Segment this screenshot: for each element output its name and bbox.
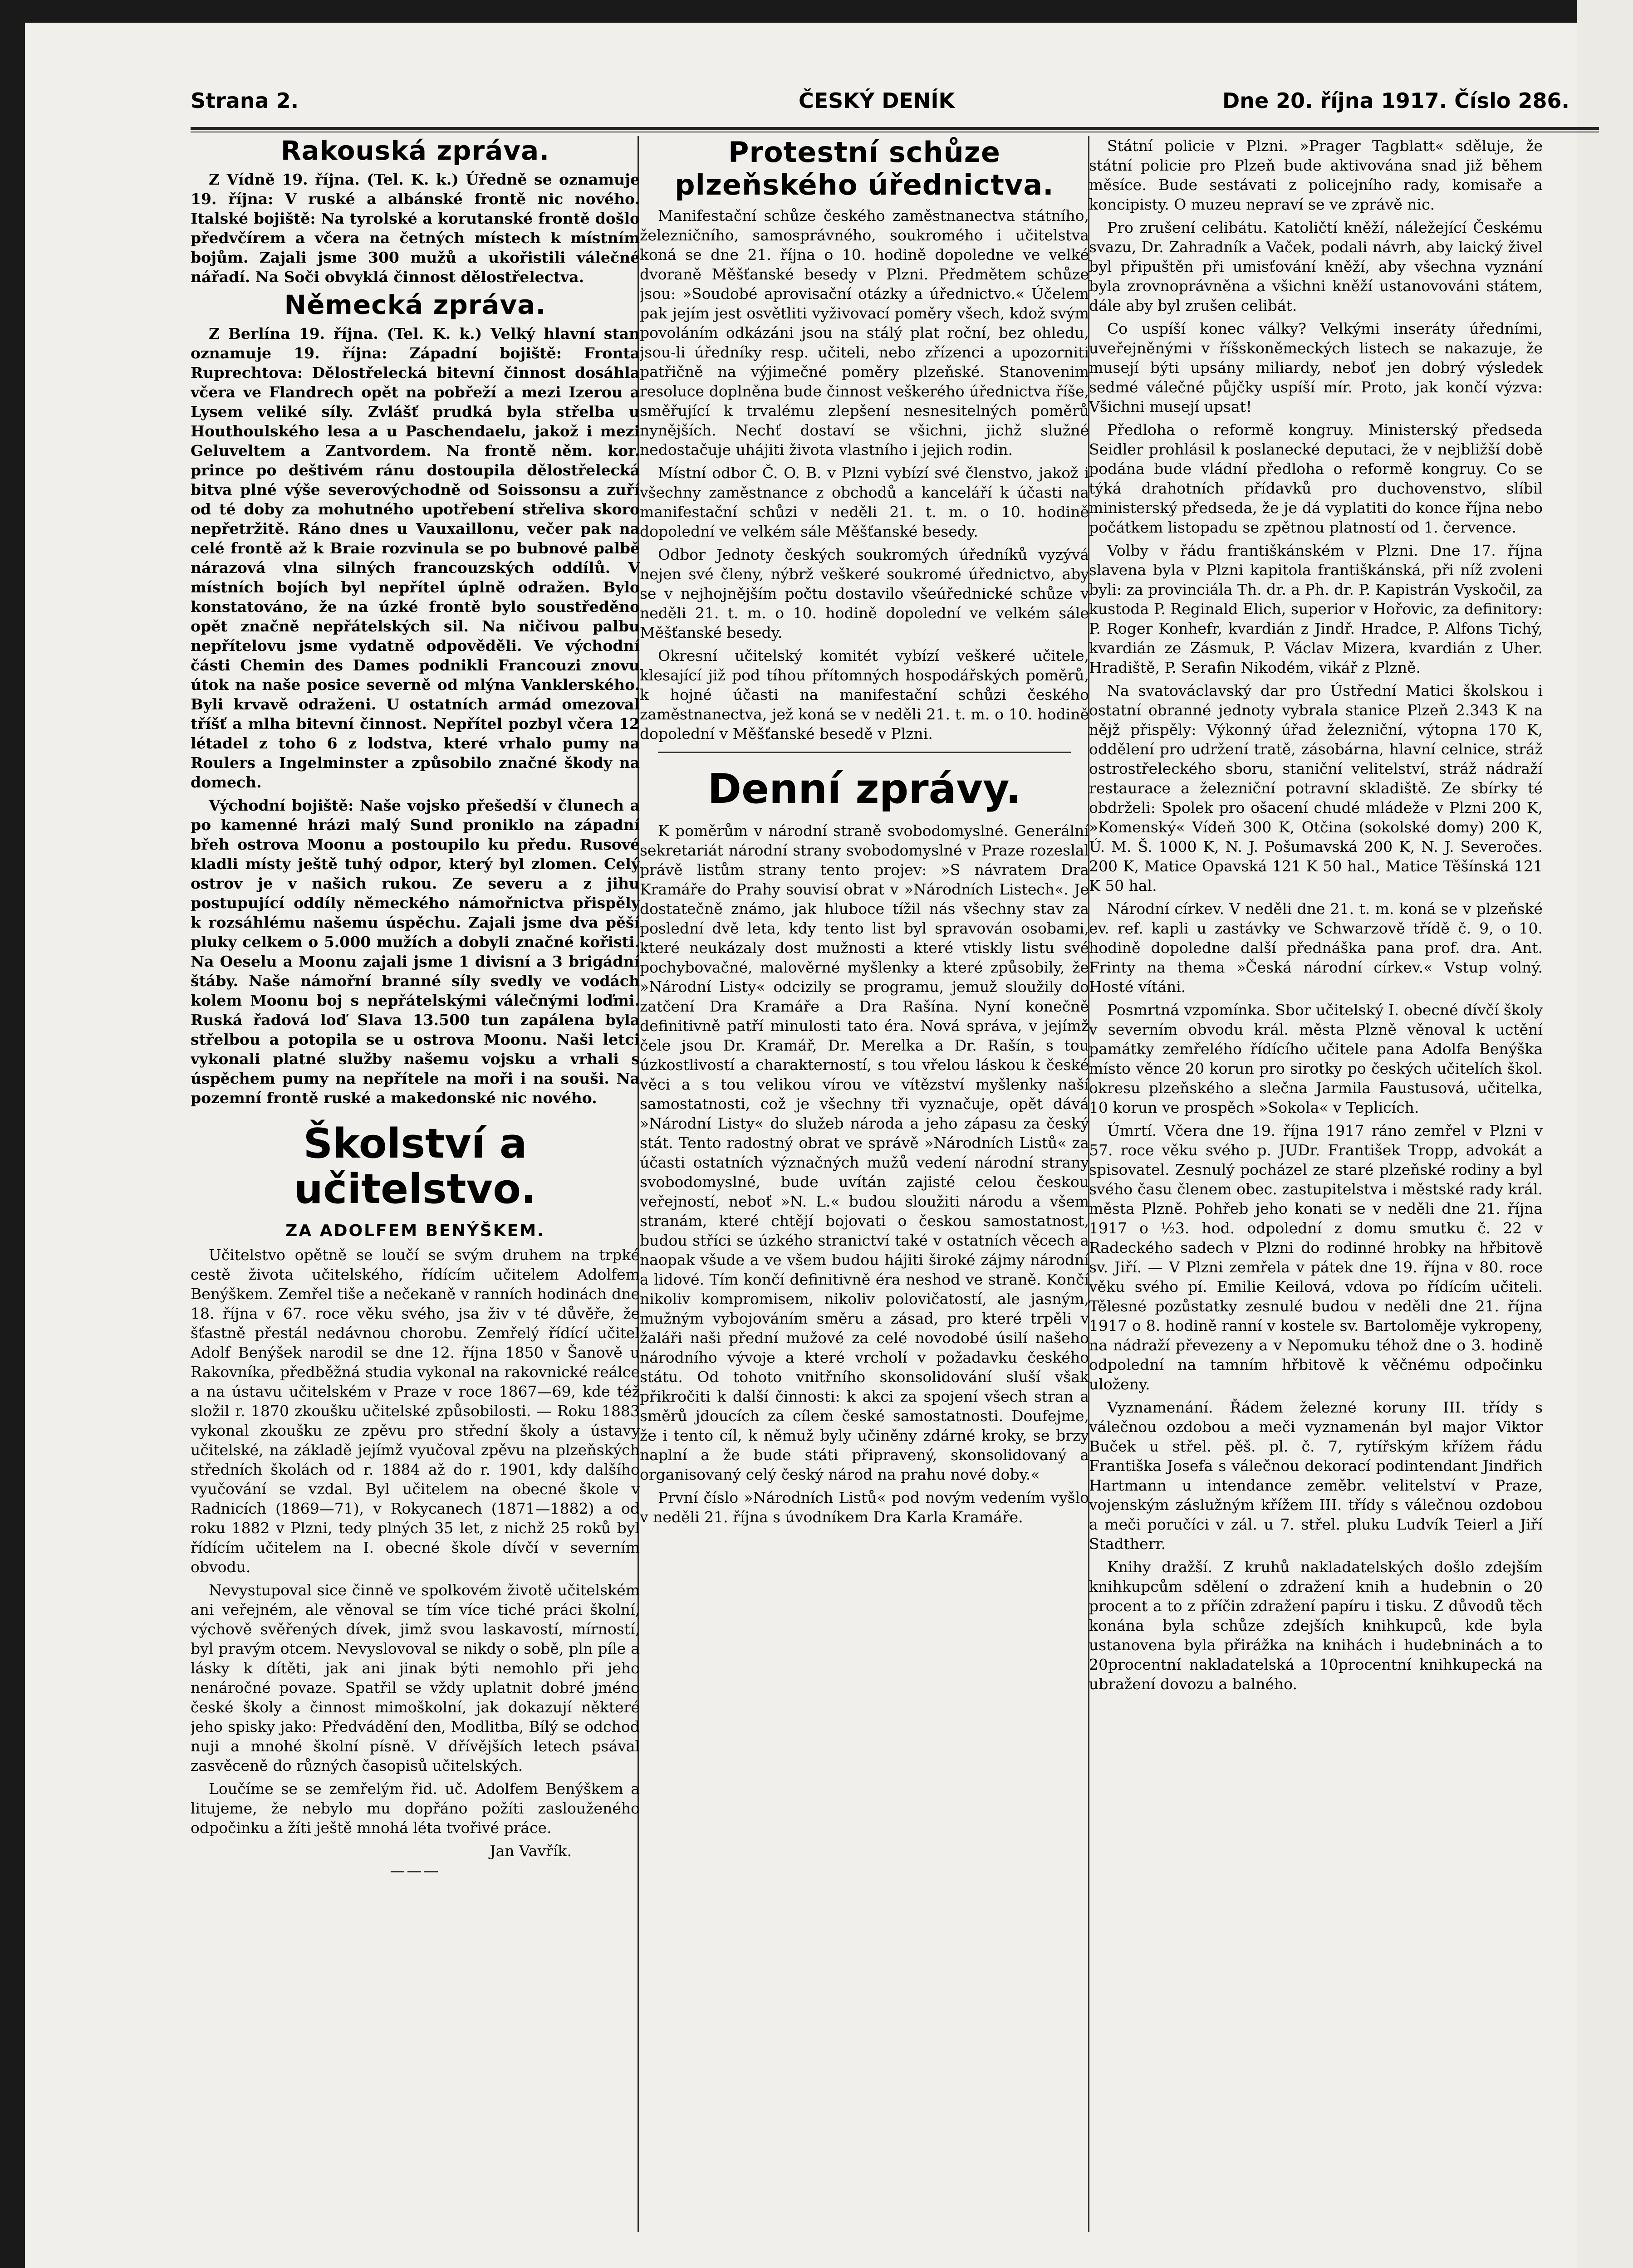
- news-item-books: Knihy dražší. Z kruhů nakladatelských došlo zdejším knihkupcům sdělení o zdražení knih a hudebnin o 20 procent a to z příčin zdražení papíru i tisku. Z důvodů těch konána byla schůze zdejších knihkupců, kde byla ustanovena byla přirážka na knihách i hudebninách a to 20procentní nakladatelská a 10procentní knihkupecká na ubražení dovozu a balného.: [1089, 1558, 1543, 1693]
- news-item-honors: Vyznamenání. Řádem železné koruny III. třídy s válečnou ozdobou a meči vyznamenán byl major Viktor Buček u střel. pěš. pl. č. 7, rytířským křížem řádu Františka Josefa s válečnou dekorací podintendant Jindřich Hartmann u intendance zeměbr. velitelství v Praze, vojenským záslužným křížem III. třídy s válečnou ozdobou a meči poručíci v zál. u 7. střel. pluku Ludvík Teierl a Jiří Stadtherr.: [1089, 1398, 1543, 1553]
- news-item-celibacy: Pro zrušení celibátu. Katoličtí kněží, náležející Českému svazu, Dr. Zahradník a Vaček, podali návrh, aby laický živel byl připuštěn při umisťování kněží, aby všechna vyznání byla zrovnoprávněna a všichni kněží ustanovováni státem, dále aby byl zrušen celibát.: [1089, 219, 1543, 314]
- daily-news-p2: První číslo »Národních Listů« pod novým vedením vyšlo v neděli 21. října s úvodníkem Dra Karla Kramáře.: [640, 1489, 1089, 1526]
- news-item-police: Státní policie v Plzni. »Prager Tagblatt« sděluje, že státní policie pro Plzeň bude aktivována snad již během měsíce. Bude sestávati z policejního rady, komisaře a koncipisty. O muzeu nepraví se ve zprávě nic.: [1089, 137, 1543, 213]
- protest-meeting-p2: Místní odbor Č. O. B. v Plzni vybízí své členstvo, jakož i všechny zaměstnance z obchodů a kanceláří k účasti na manifestační schůzi v neděli 21. t. m. o 10. hodině dopolední ve velkém sále Měšťanské besedy.: [640, 464, 1089, 540]
- school-article-body: Učitelstvo opětně se loučí se svým druhem na trpké cestě života učitelského, řídícím učitelem Adolfem Benýškem. Zemřel tiše a nečekaně v ranních hodinách dne 18. října v 67. roce věku svého, jsa živ v té důvěře, že šťastně přestál nedávnou chorobu. Zemřelý řídící učitel Adolf Benýšek narodil se dne 12. října 1850 v Šanově u Rakovníka, předběžná studia vykonal na rakovnické reálce a na ústavu učitelském v Praze v roce 1867—69, kde též složil r. 1870 zkoušku učitelské způsobilosti. — Roku 1883 vykonal zkoušku ze zpěvu pro střední školy a ústavy učitelské, na základě jejímž vyučoval zpěvu na plzeňských středních školách od r. 1884 až do r. 1901, kdy dalšího vyučování se vzdal. Byl učitelem na obecné škole v Radnicích (1869—71), v Rokycanech (1871—1882) a od roku 1882 v Plzni, tedy plných 35 let, z nichž 25 roků byl řídícím učitelem na I. obecné škole dívčí v severním obvodu.: [191, 1246, 640, 1576]
- school-section-title: Školství a učitelstvo.: [294, 1120, 537, 1213]
- protest-meeting-p3: Odbor Jednoty českých soukromých úředníků vyzývá nejen své členy, nýbrž veškeré soukromé úřednictvo, aby se v nejhojnějším počtu dostavilo všeúřednické schůze v neděli 21. t. m. o 10. hodině dopolední ve velkém sále Měšťanské besedy.: [640, 546, 1089, 641]
- german-report-body: Z Berlína 19. října. (Tel. K. k.) Velký hlavní stan oznamuje 19. října: Západní bojiště: Fronta Ruprechtova: Dělostřelecká bitevní činnost dosáhla včera ve Flandrech opět na pobřeží a mezi Izerou a Lysem veliké síly. Zvlášť prudká byla střelba u Houthoulského lesa a u Paschendaelu, jakož i mezi Geluveltem a Zantvordem. Na frontě něm. kor. prince po deštivém ránu dostoupila dělostřelecká bitva plné výše severovýchodně od Soissonsu a zuří od té doby za mohutného upotřebení střeliva skoro nepřetržitě. Ráno dnes u Vauxaillonu, večer pak na celé frontě až k Braie rozvinula se po bubnové palbě nárazová vlna silných francouzských oddílů. V místních bojích byl nepřítel úplně odražen. Bylo konstatováno, že na úzké frontě bylo soustředěno opět značně nepřátelských sil. Na ničivou palbu nepřítelovu jsme vydatně odpověděli. Ve východní části Chemin des Dames podnikli Francouzi znovu útok na naše posice severně od mlýna Vanklerského. Byli krvavě odraženi. U ostatních armád omezoval tříšť a mlha bitevní činnost. Nepřítel pozbyl včera 12 létadel z toho 6 z lodstva, které vrhalo pumy na Roulers a Ingelminster a způsobilo značné škody na domech.: [191, 325, 640, 791]
- school-article-body-2: Nevystupoval sice činně ve spolkovém životě učitelském ani veřejném, ale věnoval se tím více tiché práci školní, výchově svěřených dívek, jimž svou laskavostí, mírností, byl pravým otcem. Nevyslovoval se nikdy o sobě, pln píle a lásky k dítěti, jak ani jinak býti nemohlo při jeho nenáročné povaze. Spatřil se vždy uplatnit dobré jméno české školy a činnost mimoškolní, jak dokazují některé jeho spisky jako: Předvádění den, Modlitba, Bílý se odchod nuji a mnohé školní písně. V dřívějších letech psával zasvěceně do různých časopisů učitelských.: [191, 1581, 640, 1774]
- column-2: [640, 136, 1089, 1530]
- news-item-kongrua: Předloha o reformě kongruy. Ministerský předseda Seidler prohlásil k poslanecké deputaci, že v nejbližší době podána bude vládní předloha o reformě kongruy. Co se týká drahotních přídavků pro duchovenstvo, slíbil ministerský předseda, že je dá vyplatiti do konce října nebo počátkem listopadu se zpětnou platností od 1. července.: [1089, 421, 1543, 536]
- article-end-dash: ———: [390, 1862, 441, 1879]
- scan-edge: [1577, 0, 1633, 2268]
- page-header: [191, 84, 1633, 129]
- daily-news-title: Denní zprávy.: [707, 765, 1021, 813]
- news-item-franciscans: Volby v řádu františkánském v Plzni. Dne 17. října slavena byla v Plzni kapitola františkánská, při níž zvoleni byli: za provinciála Th. dr. a Ph. dr. P. Kapistrán Vyskočil, za kustoda P. Reginald Elich, superior v Hořovic, za definitory: P. Roger Konhefr, kvardián z Jindř. Hradce, P. Alfons Tichý, kvardián ze Zásmuk, P. Václav Mizera, kvardián z Uher. Hradiště, P. Serafin Nikodém, vikář z Plzně.: [1089, 542, 1543, 676]
- protest-meeting-body: Manifestační schůze českého zaměstnanectva státního, železničního, samosprávného, soukromého i učitelstva koná se dne 21. října o 10. hodině dopoledne ve velké dvoraně Měšťanské besedy v Plzni. Předmětem schůze jsou: »Soudobé aprovisační otázky a úřednictvo.« Účelem pak jejím jest osvětliti vyživovací poměry všech, kdož svým povoláním odkázáni jsou na stálý plat roční, bez ohledu, jsou-li úředníky resp. učiteli, nebo zřízenci a upozorniti patřičně na výjimečné poměry plzeňské. Stanovenim resoluce doplněna bude činnost veškerého úřednictva říše, směřující k trvalému zlepšení nesnesitelných poměrů nynějších. Nechť dostaví se všichni, jichž služné nedostačuje uhájiti života vlastního i jejich rodin.: [640, 207, 1089, 459]
- news-item-national-church: Národní církev. V neděli dne 21. t. m. koná se v plzeňské ev. ref. kapli u zastávky ve Schwarzově třídě č. 9, o 10. hodině dopoledne další přednáška pana prof. dra. Ant. Frinty na thema »Česká národní církev.« Vstup volný. Hosté vítáni.: [1089, 900, 1543, 996]
- section-separator: [658, 752, 1071, 753]
- column-3: [1089, 136, 1543, 1697]
- german-report-body-east: Východní bojiště: Naše vojsko přešedší v člunech a po kamenné hrázi malý Sund proniklo na západní břeh ostrova Moonu a postoupilo ku předu. Rusové kladli místy ještě tuhý odpor, který byl zlomen. Celý ostrov je v našich rukou. Ze severu a z jihu postupující oddíly německého námořnictva přispěly k rozsáhlému našemu úspěchu. Zajali jsme dva pěší pluky celkem o 5.000 mužích a dobyli značné kořisti. Na Oeselu a Moonu zajali jsme 1 divisní a 3 brigádní štáby. Naše námořní branné síly svedly ve vodách kolem Moonu boj s nepřátelskými válečnými loďmi. Ruská řadová loď Slava 13.500 tun zapálena byla střelbou a potopila se u ostrova Moonu. Naši letci vykonali platné služby našemu vojsku a vrhali s úspěchem pumy na nepřítele na moři i na souši. Na pozemní frontě ruské a makedonské nic nového.: [191, 797, 640, 1107]
- school-article-body-3: Loučíme se se zemřelým řid. uč. Adolfem Benýškem a litujeme, že nebylo mu dopřáno požíti zaslouženého odpočinku a žíti ještě mnohá léta tvořivé práce.: [191, 1780, 640, 1837]
- date-issue: Dne 20. října 1917. Číslo 286.: [1222, 88, 1569, 113]
- page-number: Strana 2.: [191, 88, 299, 113]
- daily-news-p1: K poměrům v národní straně svobodomyslné. Generální sekretariát národní strany svobodomyslné v Praze rozeslal právě listům strany tento projev: »S návratem Dra Kramáře do Prahy souvisí obrat v »Národních Listech«. Je dostatečně známo, jak hluboce tížil nás všechny stav za poslední dvě leta, kdy tento list byl spravován osobami, které neukázaly dost mužnosti a které vtiskly listu své pochybovačné, malověrné myšlenky a které způsobily, že »Národní Listy« odcizily se programu, jemuž sloužily do zatčení Dra Kramáře a Dra Rašína. Nyní konečně definitivně patří minulosti tato éra. Nová správa, v jejímž čele jsou Dr. Kramář, Dr. Merelka a Dr. Rašín, s tou úzkostlivostí a charakterností, s tou vřelou láskou k české věci a s tou velikou vírou ve vítězství myšlenky naší samostatnosti, což je všechny tři vyznačuje, opět dává »Národní Listy« do služeb národa a jeho zápasu za český stát. Tento radostný obrat ve správě »Národních Listů« za účasti ostatních význačných mužů vedení národní strany svobodomyslné, bude uvítán zajisté celou českou veřejností, neboť »N. L.« budou sloužiti národu a všem stranám, které chtějí bojovati o českou samostatnost, budou stříci se úzkého stranictví také v ostatních věcech a naopak všude a ve všem budou hájiti široké zájmy národní a lidové. Tím končí definitivně éra neshod ve straně. Končí nikoliv kompromisem, nikoliv polovičatostí, ale jasným, mužným vybojováním směru a zásad, pro které trpěli v žaláři naši přední mužové za celé novodobé úsilí našeho národního vývoje a které vrcholí v požadavku českého státu. Od tohoto vnitřního skonsolidování sluší však přikročiti k další činnosti: k akci za spojení všech stran a směrů jdoucích za cílem české samostatnosti. Doufejme, že i tento cíl, k němuž byly učiněny zdárné kroky, se brzy naplní a že bude státi připravený, skonsolidovaný a organisovaný celý český národ na prahu nové doby.«: [640, 822, 1089, 1483]
- news-item-memorial: Posmrtná vzpomínka. Sbor učitelský I. obecné dívčí školy v severním obvodu král. města Plzně věnoval k uctění památky zemřelého řídícího učitele pana Adolfa Benýška místo věnce 20 korun pro sirotky po českých učitelích škol. okresu plzeňského a slečna Jarmila Faustusová, učitelka, 10 korun ve prospěch »Sokola« v Teplicích.: [1089, 1001, 1543, 1116]
- news-item-matice: Na svatováclavský dar pro Ústřední Matici školskou i ostatní obranné jednoty vybrala stanice Plzeň 2.343 K na nějž přispěly: Výkonný úřad železniční, výtopna 170 K, oddělení pro udržení tratě, zásobárna, hlavní celnice, stráž ostrostřeleckého sboru, staniční velitelství, stráž nádraží restaurace a železniční potravní skladiště. Ze sbírky té obdrželi: Spolek pro ošacení chudé mládeže v Plzni 200 K, »Komenský« Vídeň 300 K, Otčina (sokolské domy) 200 K, Ú. M. Š. 1000 K, N. J. Pošumavská 200 K, N. J. Severočes. 200 K, Matice Opavská 121 K 50 hal., Matice Těšínská 121 K 50 hal.: [1089, 682, 1543, 894]
- austrian-report-body: Z Vídně 19. října. (Tel. K. k.) Úředně se oznamuje 19. října: V ruské a albánské frontě nic nového. Italské bojiště: Na tyrolské a korutanské frontě došlo předvčírem a včera na četných místech k místním bojům. Zajali jsme 300 mužů a ukořistili válečné nářadí. Na Soči obvyklá činnost dělostřelectva.: [191, 171, 640, 286]
- protest-meeting-p4: Okresní učitelský komitét vybízí veškeré učitele, klesající již pod tíhou přítomných hospodářských poměrů, k hojné účasti na manifestační schůzi českého zaměstnanectva, jež koná se v neděli 21. t. m. o 10. hodině dopolední v Měšťanské besedě v Plzni.: [640, 647, 1089, 743]
- paper-title: ČESKÝ DENÍK: [799, 88, 955, 113]
- news-item-war-end: Co uspíší konec války? Velkými inseráty úředními, uveřejněnými v říšskoněmeckých listech se nakazuje, že musejí býti upsány miliardy, neboť jen dobrý výsledek sedmé válečné půjčky uspíší mír. Proto, jak končí výzva: Všichni musejí upsat!: [1089, 320, 1543, 415]
- german-report-title: Německá zpráva.: [284, 289, 546, 320]
- article-signature: Jan Vavřík.: [490, 1842, 572, 1860]
- news-item-deaths: Úmrtí. Včera dne 19. října 1917 ráno zemřel v Plzni v 57. roce věku svého p. JUDr. František Tropp, advokát a spisovatel. Zesnulý pocházel ze staré plzeňské rodiny a byl svého času členem obec. zastupitelstva i městské rady král. města Plzně. Pohřeb jeho konati se v neděli dne 21. října 1917 o ½3. hod. odpolední z domu smutku č. 22 v Radeckého sadech v Plzni do rodinné hrobky na hřbitově sv. Jiří. — V Plzni zemřela v pátek dne 19. října v 80. roce věku svého pí. Emilie Keilová, vdova po řídícím učiteli. Tělesné pozůstatky zesnulé budou v neděli dne 21. října 1917 o 8. hodině ranní v kostele sv. Bartoloměje vykropeny, na nádraží převezeny a v Nepomuku téhož dne o 3. hodině odpolední na tamním hřbitově k věčnému odpočinku uloženy.: [1089, 1122, 1543, 1393]
- protest-meeting-title: Protestní schůze plzeňského úřednictva.: [675, 136, 1054, 201]
- column-1: [191, 136, 640, 1880]
- austrian-report-title: Rakouská zpráva.: [280, 136, 550, 166]
- school-article-subtitle: ZA ADOLFEM BENÝŠKEM.: [285, 1222, 545, 1240]
- header-rule: [191, 127, 1599, 132]
